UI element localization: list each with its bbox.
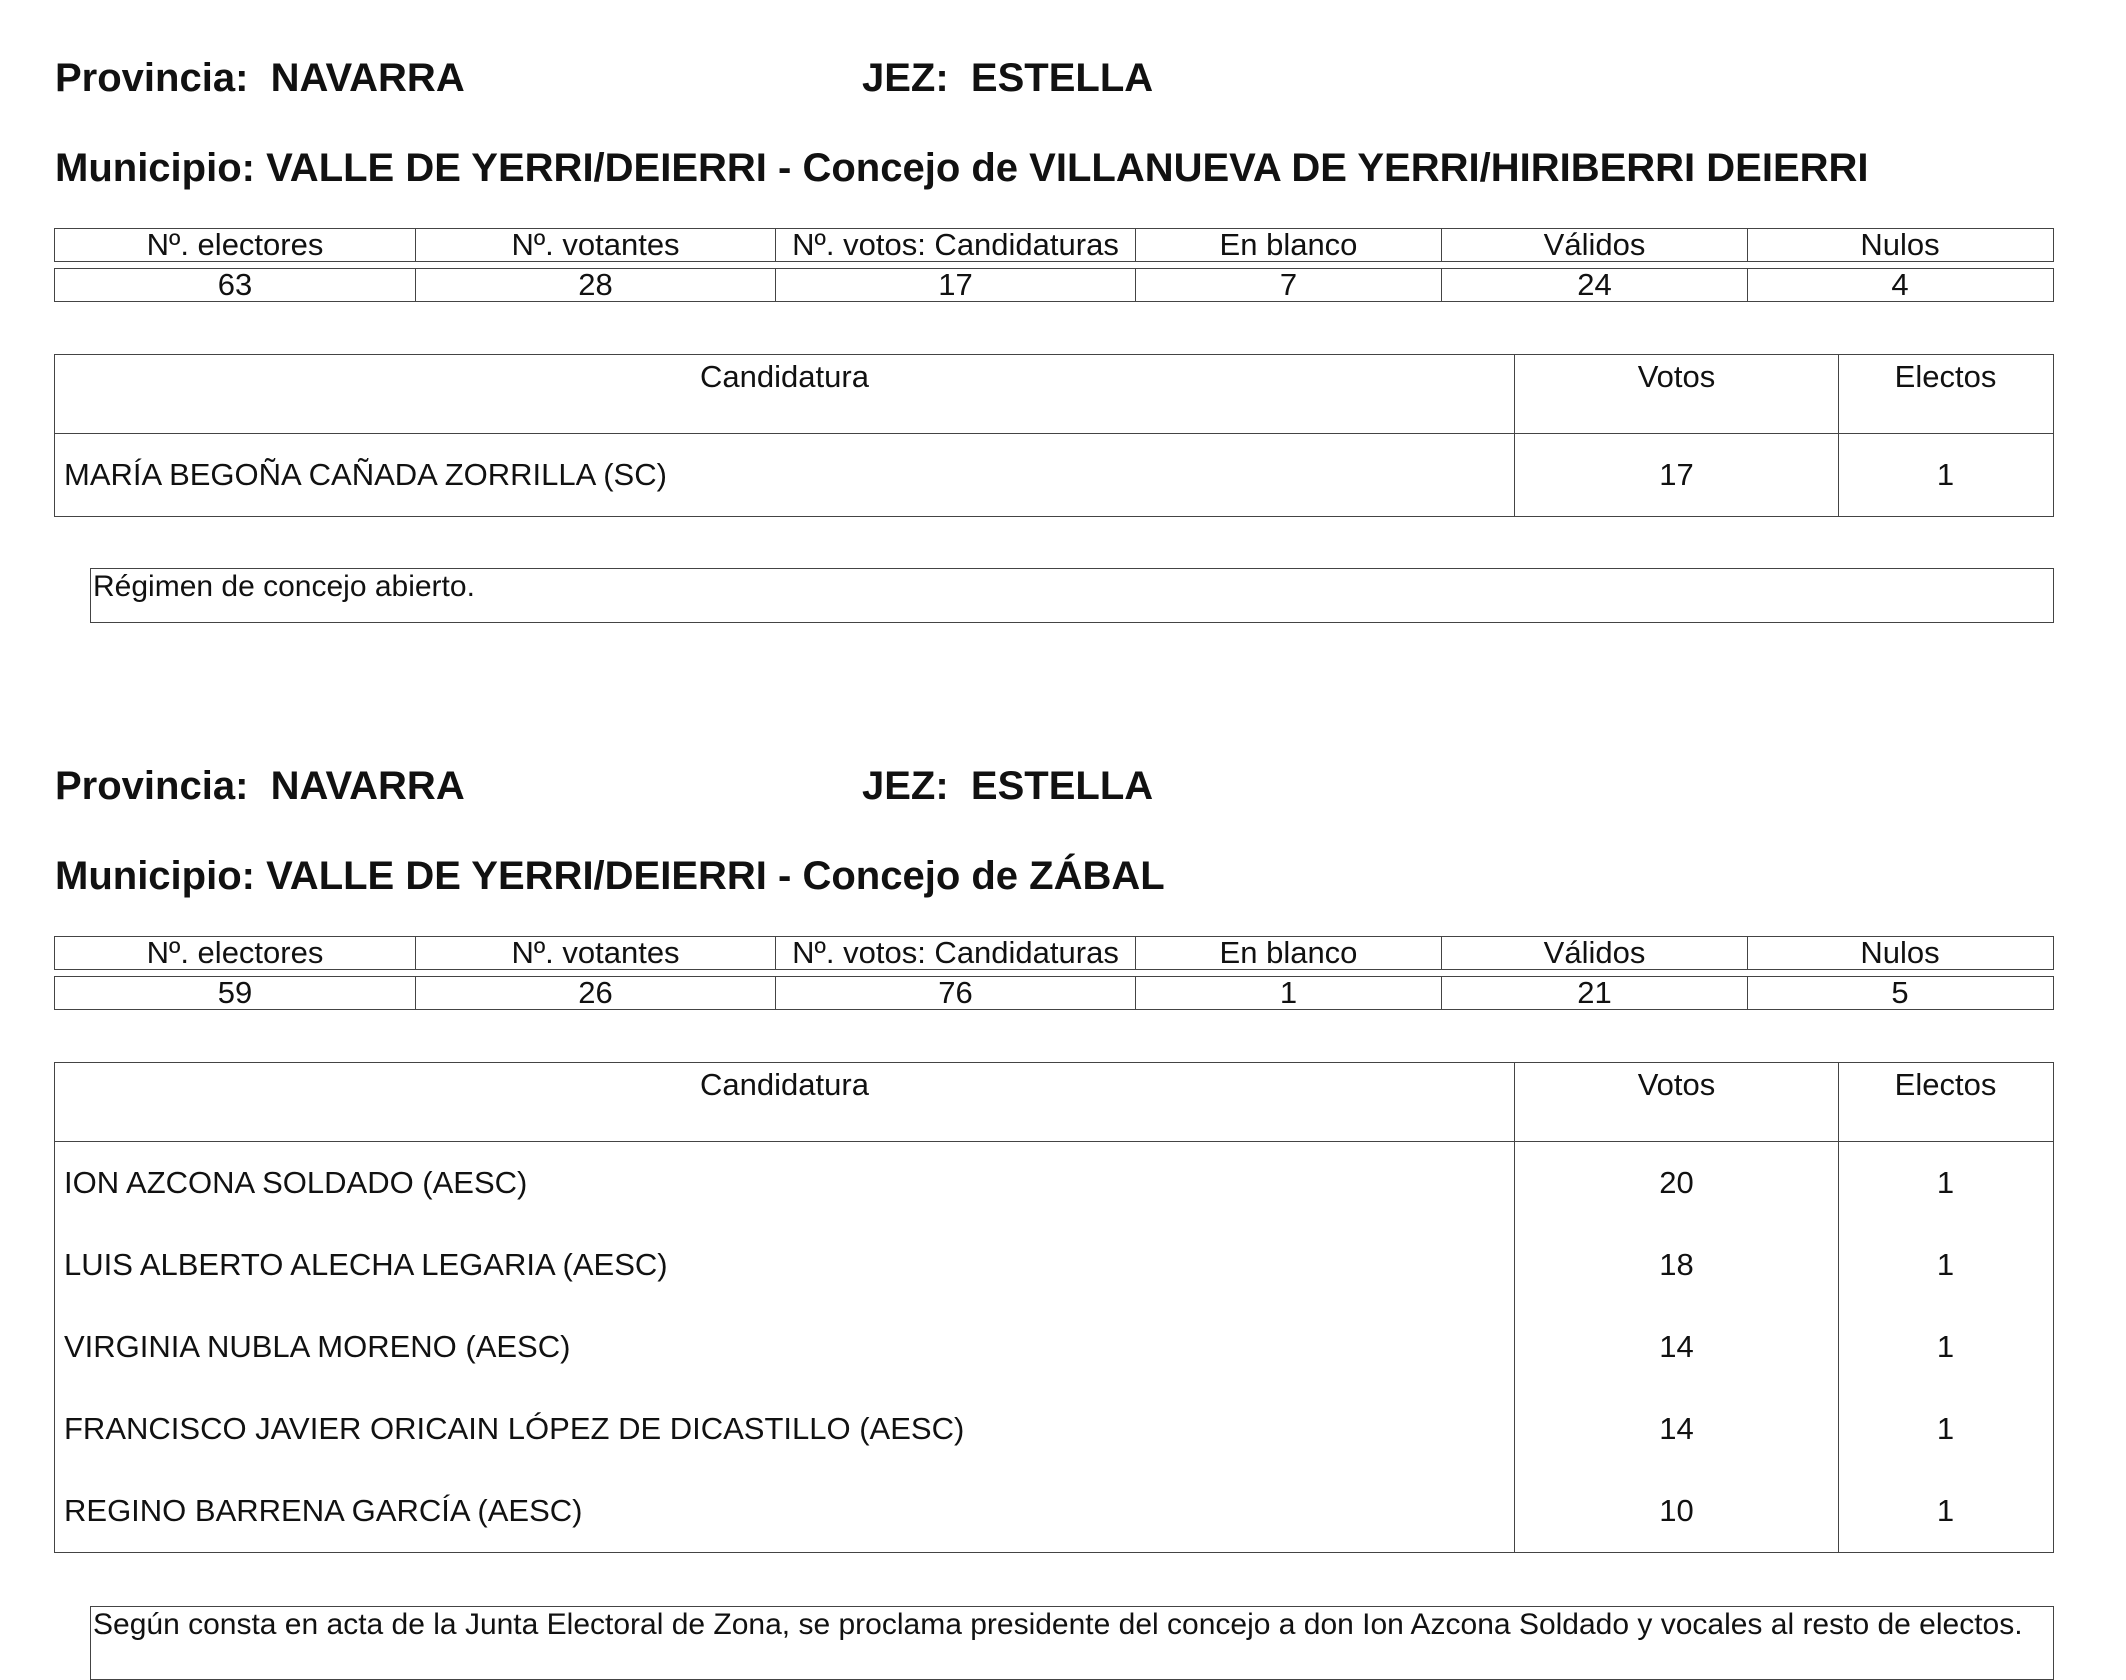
provincia-heading [55, 766, 465, 806]
stats-header-cell: En blanco [1135, 229, 1441, 261]
municipio-value: VALLE DE YERRI/DEIERRI - Concejo de VILLANUEVA DE YERRI/HIRIBERRI DEIERRI [266, 146, 1869, 190]
table-row [55, 434, 2053, 516]
candidatura-cell: VIRGINIA NUBLA MORENO (AESC) [64, 1329, 571, 1364]
stats-header-cell: Nº. electores [146, 229, 324, 261]
stats-value-cell: 28 [415, 269, 775, 301]
municipio-value: VALLE DE YERRI/DEIERRI - Concejo de ZÁBAL [266, 854, 1165, 898]
candidatura-header: Candidatura [700, 359, 869, 394]
provincia-value: NAVARRA [270, 764, 465, 808]
table-row [55, 1142, 2053, 1224]
candidatura-cell: LUIS ALBERTO ALECHA LEGARIA (AESC) [64, 1247, 668, 1282]
provincia-heading [55, 58, 465, 98]
stats-value-cell: 17 [775, 269, 1135, 301]
results-header-row [55, 1063, 2053, 1142]
stats-header-cell: Nº. electores [146, 937, 324, 969]
jez-heading [862, 58, 1153, 98]
municipio-heading [55, 148, 1869, 188]
stats-value-cell: 26 [415, 977, 775, 1009]
concejo-section-villanueva [0, 0, 2126, 760]
table-row [55, 1306, 2053, 1388]
candidatura-cell: ION AZCONA SOLDADO (AESC) [64, 1165, 528, 1200]
stats-value-row [54, 268, 2054, 302]
electos-cell: 1 [1838, 1224, 2052, 1306]
provincia-value: NAVARRA [270, 56, 465, 100]
electos-cell: 1 [1838, 1306, 2052, 1388]
stats-header-cell: Válidos [1441, 937, 1747, 969]
stats-value-cell: 4 [1747, 269, 2052, 301]
jez-label: JEZ: [862, 56, 949, 100]
municipio-label: Municipio: [55, 854, 255, 898]
stats-header-cell: Nº. votos: Candidaturas [775, 229, 1135, 261]
observaciones-box: Según consta en acta de la Junta Electoral de Zona, se proclama presidente del concejo a don Ion Azcona Soldado y vocales al resto de electos. [90, 1606, 2054, 1680]
concejo-section-zabal [0, 708, 2126, 1656]
observaciones-box: Régimen de concejo abierto. [90, 568, 2054, 623]
results-header-row [55, 355, 2053, 434]
stats-value-cell: 63 [217, 269, 253, 301]
municipio-heading [55, 856, 1165, 896]
electos-cell: 1 [1838, 1388, 2052, 1470]
stats-value-cell: 24 [1441, 269, 1747, 301]
stats-value-row [54, 976, 2054, 1010]
stats-header-cell: Nulos [1747, 229, 2052, 261]
electos-cell: 1 [1838, 434, 2052, 516]
jez-value: ESTELLA [970, 56, 1154, 100]
stats-header-row [54, 228, 2054, 262]
electos-cell: 1 [1838, 1142, 2052, 1224]
stats-value-cell: 5 [1747, 977, 2052, 1009]
table-row [55, 1388, 2053, 1470]
candidatura-cell: MARÍA BEGOÑA CAÑADA ZORRILLA (SC) [64, 457, 667, 492]
votos-cell: 20 [1514, 1142, 1838, 1224]
stats-header-cell: Válidos [1441, 229, 1747, 261]
votos-cell: 17 [1514, 434, 1838, 516]
candidatura-cell: REGINO BARRENA GARCÍA (AESC) [64, 1493, 583, 1528]
jez-value: ESTELLA [970, 764, 1154, 808]
stats-table [54, 228, 2054, 302]
candidatura-header: Candidatura [700, 1067, 869, 1102]
votos-header: Votos [1514, 1063, 1838, 1141]
table-row [55, 1470, 2053, 1552]
provincia-label: Provincia: [55, 764, 249, 808]
stats-value-cell: 76 [775, 977, 1135, 1009]
votos-cell: 14 [1514, 1306, 1838, 1388]
electos-header: Electos [1838, 1063, 2052, 1141]
stats-header-cell: Nº. votantes [415, 229, 775, 261]
results-table [54, 354, 2054, 517]
stats-value-cell: 1 [1135, 977, 1441, 1009]
candidatura-cell: FRANCISCO JAVIER ORICAIN LÓPEZ DE DICASTILLO (AESC) [64, 1411, 965, 1446]
table-row [55, 1224, 2053, 1306]
stats-header-cell: Nº. votos: Candidaturas [775, 937, 1135, 969]
jez-heading [862, 766, 1153, 806]
electos-header: Electos [1838, 355, 2052, 433]
stats-value-cell: 21 [1441, 977, 1747, 1009]
votos-header: Votos [1514, 355, 1838, 433]
stats-header-cell: En blanco [1135, 937, 1441, 969]
stats-value-cell: 7 [1135, 269, 1441, 301]
stats-header-row [54, 936, 2054, 970]
electos-cell: 1 [1838, 1470, 2052, 1552]
jez-label: JEZ: [862, 764, 949, 808]
stats-header-cell: Nulos [1747, 937, 2052, 969]
votos-cell: 14 [1514, 1388, 1838, 1470]
stats-table [54, 936, 2054, 1010]
stats-value-cell: 59 [217, 977, 253, 1009]
municipio-label: Municipio: [55, 146, 255, 190]
votos-cell: 10 [1514, 1470, 1838, 1552]
provincia-label: Provincia: [55, 56, 249, 100]
results-table [54, 1062, 2054, 1553]
votos-cell: 18 [1514, 1224, 1838, 1306]
stats-header-cell: Nº. votantes [415, 937, 775, 969]
